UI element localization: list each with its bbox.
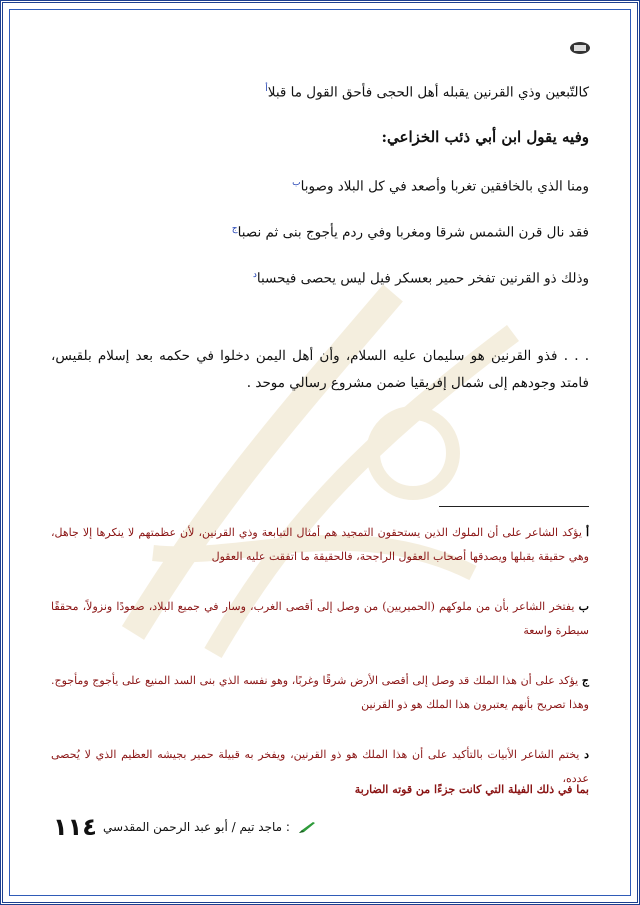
author-name: : ماجد تيم / أبو عبد الرحمن المقدسي [103,820,290,834]
main-paragraph: . . . فذو القرنين هو سليمان عليه السلام، وأن أهل اليمن دخلوا في حكمه بعد إسلام بلقيس، فامتد وجودهم إلى شمال إفريقيا ضمن مشروع رسالي موحد . [51,348,589,391]
footnote-c: ج يؤكد على أن هذا الملك قد وصل إلى أقصى الأرض شرقًا وغربًا، وهو نفسه الذي بنى السد المنيع على يأجوج ومأجوج. وهذا تصريح بأنهم يعتبرون هذا الملك هو ذو القرنين [51,674,589,711]
poem-line-2: فقد نال قرن الشمس شرقا ومغربا وفي ردم يأجوج بنى ثم نصبا$^ج$ [231,224,589,241]
book-icon [569,41,591,55]
pen-icon [298,822,316,834]
poem-intro: كالتّبعين وذي القرنين يقبله أهل الحجى فأحق القول ما قبلا$^أ$ [265,84,589,101]
footnote-divider [439,506,589,507]
poem-line-3: وذلك ذو القرنين تفخر حمير بعسكر فيل ليس يحصى فيحسبا$^د$ [252,270,589,287]
footnote-d: د يختم الشاعر الأبيات بالتأكيد على أن هذا الملك هو ذو القرنين، ويفخر به قبيلة حمير بجيشه العظيم الذي لا يُحصى عدده، [51,748,589,785]
author-credit [103,820,316,834]
footnote-b: ب يفتخر الشاعر بأن من ملوكهم (الحميريين) من وصل إلى أقصى الغرب، وسار في جميع البلاد، صعودًا ونزولاً، محققًا سيطرة واسعة [51,600,590,637]
poem-line-1: ومنا الذي بالخافقين تغربا وأصعد في كل البلاد وصوبا$^ب$ [292,178,589,195]
footnote-a: أ يؤكد الشاعر على أن الملوك الذين يستحقون التمجيد هم أمثال التبابعة وذي القرنين، لأن عظمتهم لا ينكرها إلا جاهل، وهي حقيقة يقبلها ويصدقها أصحاب العقول الراجحة، فالحقيقة ما اتفقت عليه العقول [51,526,590,563]
page-number: ١١٤ [53,813,97,841]
section-heading: وفيه يقول ابن أبي ذئب الخزاعي: [381,128,589,146]
footnote-tail: بما في ذلك الفيلة التي كانت جزءًا من قوته الضاربة [354,783,589,796]
